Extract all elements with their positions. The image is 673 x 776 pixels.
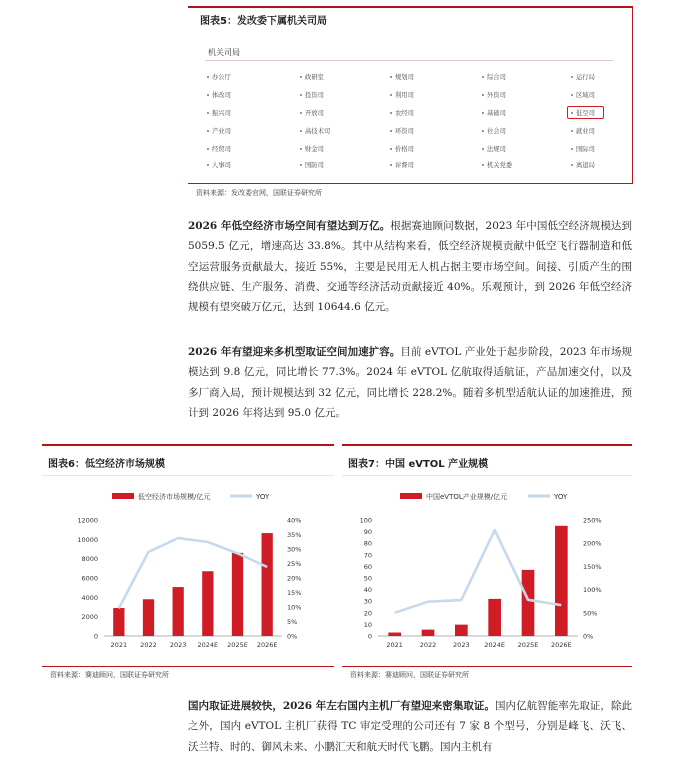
bullet-icon (390, 148, 392, 150)
chart6-title: 图表6：低空经济市场规模 (48, 459, 165, 470)
department-item (390, 160, 414, 169)
bar (202, 571, 213, 636)
legend-line-label: YOY (256, 493, 270, 501)
bullet-icon (390, 130, 392, 132)
department-item (300, 90, 324, 99)
bullet-icon (571, 148, 573, 150)
department-item (300, 126, 330, 135)
x-tick-label: 2026E (551, 641, 572, 649)
paragraph-evtol-certification (188, 342, 632, 423)
y-tick-label: 10 (363, 620, 372, 629)
chart7-source-divider (342, 666, 632, 667)
department-item (207, 108, 231, 117)
bullet-icon (482, 130, 484, 132)
bullet-icon (390, 164, 392, 166)
department-label: 法规司 (487, 146, 506, 153)
y-tick-label: 12000 (77, 516, 98, 525)
department-label: 低空司 (576, 110, 595, 117)
department-label: 运行局 (576, 74, 595, 81)
bullet-icon (300, 76, 302, 78)
department-label: 基础司 (487, 110, 506, 117)
paragraph-market-space (188, 216, 632, 317)
bar (388, 633, 401, 636)
department-item (482, 72, 506, 81)
department-item (571, 160, 595, 169)
department-label: 就业司 (576, 128, 595, 135)
y-tick-label: 4000 (81, 593, 98, 602)
bullet-icon (482, 94, 484, 96)
x-tick-label: 2023 (453, 641, 470, 649)
department-label: 产业司 (212, 128, 231, 135)
department-item (482, 126, 506, 135)
department-label: 国防司 (305, 162, 324, 169)
y2-tick-label: 20% (287, 574, 302, 583)
x-tick-label: 2024E (197, 641, 219, 649)
bullet-icon (390, 76, 392, 78)
department-item (300, 108, 324, 117)
bar (422, 630, 435, 636)
department-label: 国际司 (576, 146, 595, 153)
department-item (207, 144, 231, 153)
x-tick-label: 2026E (256, 641, 278, 649)
department-label: 振兴司 (212, 110, 231, 117)
bar (113, 608, 124, 636)
department-item (482, 90, 506, 99)
bullet-icon (207, 130, 209, 132)
chart7-title: 图表7：中国 eVTOL 产业规模 (348, 459, 489, 470)
x-tick-label: 2021 (386, 641, 403, 649)
bullet-icon (571, 164, 573, 166)
department-item (300, 72, 324, 81)
yoy-line (119, 538, 267, 608)
y2-tick-label: 50% (583, 609, 598, 618)
department-item (482, 108, 506, 117)
x-tick-label: 2025E (517, 641, 539, 649)
x-tick-label: 2024E (484, 641, 505, 649)
paragraph-lead: 国内取证进展较快，2026 年左右国内主机厂有望迎来密集取证。 (188, 700, 495, 712)
y-tick-label: 0 (93, 632, 98, 641)
chart6-source: 资料来源：赛迪顾问，国联证券研究所 (50, 671, 169, 679)
paragraph-lead: 2026 年有望迎来多机型取证空间加速扩容。 (188, 346, 401, 358)
department-label: 经贸司 (212, 146, 231, 153)
y-tick-label: 80 (363, 539, 372, 548)
department-label: 农经司 (395, 110, 414, 117)
chart6-header (42, 446, 334, 476)
bar (173, 587, 184, 636)
paragraph-lead: 2026 年低空经济市场空间有望达到万亿。 (188, 220, 391, 232)
paragraph-body: 根据赛迪顾问数据，2023 年中国低空经济规模达到 5059.5 亿元，增速高达 33.8%。其中从结构来看，低空经济规模贡献中低空飞行器制造和低空运营服务贡献最大，接近 55%，主要是民用无人机占据主要市场空间。间接、引质产生的围绕供应链、生产服务、消费、交通等经济活动贡献接近 40%。乐观预计，到 2026 年低空经济规模有望突破万亿元，达到 10644.6 亿元。 (188, 220, 632, 314)
department-item (207, 126, 231, 135)
department-item (571, 72, 595, 81)
y-tick-label: 10000 (77, 535, 98, 544)
chart6-source-divider (42, 666, 334, 667)
department-item (482, 160, 512, 169)
department-item (390, 90, 414, 99)
y2-tick-label: 15% (287, 589, 302, 597)
y2-tick-label: 150% (583, 562, 602, 571)
x-tick-label: 2021 (110, 641, 128, 649)
bar (488, 599, 501, 636)
bar (555, 526, 568, 636)
figure5-source-divider (188, 183, 632, 184)
department-label: 区域司 (576, 92, 595, 99)
x-tick-label: 2025E (227, 641, 248, 649)
department-item (207, 160, 231, 169)
bullet-icon (300, 130, 302, 132)
y2-tick-label: 0% (583, 632, 594, 641)
y-tick-label: 8000 (81, 555, 98, 564)
bar (262, 533, 273, 636)
y2-tick-label: 100% (583, 586, 602, 595)
department-item (390, 72, 414, 81)
bullet-icon (482, 76, 484, 78)
figure5-subhead-divider (205, 60, 613, 61)
legend-bar-label: 低空经济市场规模/亿元 (138, 493, 211, 501)
y-tick-label: 0 (367, 632, 372, 641)
department-label: 政研室 (305, 74, 324, 81)
department-item (207, 72, 231, 81)
paragraph-body: 目前 eVTOL 产业处于起步阶段，2023 年市场规模达到 9.8 亿元，同比增长 77.3%。2024 年 eVTOL 亿航取得适航证，产品加速交付，以及多厂商入局，预计规模达到 32 亿元，同比增长 228.2%。随着多机型适航认证的加速推进，预计到 2026 年将达到 95.0 亿元。 (188, 346, 632, 419)
y-tick-label: 20 (363, 609, 372, 618)
bullet-icon (207, 148, 209, 150)
figure5-title: 图表5：发改委下属机关司局 (200, 16, 327, 27)
bullet-icon (571, 94, 573, 96)
bar (143, 599, 154, 636)
bullet-icon (390, 112, 392, 114)
y-tick-label: 70 (363, 551, 372, 560)
department-label: 离退局 (576, 162, 595, 169)
y-tick-label: 90 (363, 528, 372, 537)
y-tick-label: 60 (363, 562, 372, 571)
department-label: 价格司 (395, 146, 414, 153)
department-label: 评督司 (395, 162, 414, 169)
y2-tick-label: 250% (583, 516, 602, 525)
department-item (390, 126, 414, 135)
department-label: 办公厅 (212, 74, 231, 81)
chart7-plot (342, 478, 632, 668)
bullet-icon (390, 94, 392, 96)
y2-tick-label: 25% (287, 560, 302, 568)
bullet-icon (300, 164, 302, 166)
x-tick-label: 2022 (419, 641, 437, 649)
bullet-icon (482, 164, 484, 166)
bar (522, 570, 535, 636)
bullet-icon (482, 112, 484, 114)
bullet-icon (207, 76, 209, 78)
yoy-line (395, 530, 562, 613)
department-label: 利用司 (395, 92, 414, 99)
y-tick-label: 40 (363, 586, 372, 595)
department-label: 规划司 (395, 74, 414, 81)
legend-bar-swatch (112, 493, 134, 499)
department-label: 外资司 (487, 92, 506, 99)
y2-tick-label: 10% (287, 603, 302, 612)
chart7-source: 资料来源：赛迪顾问，国联证券研究所 (350, 671, 469, 679)
bullet-icon (571, 76, 573, 78)
department-item (571, 90, 595, 99)
department-label: 投资司 (305, 92, 324, 99)
bullet-icon (482, 148, 484, 150)
figure5-subhead: 机关司局 (208, 48, 240, 57)
y-tick-label: 50 (363, 574, 372, 583)
department-label: 人事司 (212, 162, 231, 169)
department-label: 社会司 (487, 128, 506, 135)
department-item (390, 144, 414, 153)
paragraph-body: 国内亿航智能率先取证，除此之外，国内 eVTOL 主机厂获得 TC 审定受理的公司还有 7 家 8 个型号，分别是峰飞、沃飞、沃兰特、时的、御风未来、小鹏汇天和航天时代飞鹏。国内主机有 (188, 700, 632, 753)
chart7-box (342, 444, 632, 668)
bar (455, 625, 468, 636)
department-item (571, 144, 595, 153)
chart6-box (42, 444, 334, 668)
chart7-header (342, 446, 632, 476)
bullet-icon (571, 130, 573, 132)
bullet-icon (207, 164, 209, 166)
department-label: 体改司 (212, 92, 231, 99)
y2-tick-label: 0% (287, 632, 298, 641)
department-label: 开放司 (305, 110, 324, 117)
paragraph-domestic-certification (188, 696, 632, 757)
legend-line-label: YOY (554, 493, 568, 501)
y-tick-label: 100 (359, 516, 372, 525)
y-tick-label: 2000 (81, 613, 98, 622)
x-tick-label: 2022 (140, 641, 157, 649)
y2-tick-label: 35% (287, 531, 302, 539)
department-item (300, 144, 324, 153)
department-item (207, 90, 231, 99)
bullet-icon (571, 112, 573, 114)
y2-tick-label: 5% (287, 618, 298, 626)
department-item-highlighted (567, 106, 604, 119)
bullet-icon (207, 94, 209, 96)
department-item (300, 160, 324, 169)
y2-tick-label: 30% (287, 545, 302, 554)
legend-bar-swatch (400, 493, 422, 499)
department-label: 环资司 (395, 128, 414, 135)
y2-tick-label: 200% (583, 539, 602, 548)
department-item (482, 144, 506, 153)
y2-tick-label: 40% (287, 516, 302, 525)
y-tick-label: 6000 (81, 574, 98, 583)
figure5-source: 资料来源：发改委官网，国联证券研究所 (196, 189, 322, 197)
department-item (571, 126, 595, 135)
y-tick-label: 30 (363, 597, 372, 606)
department-label: 机关党委 (487, 162, 513, 169)
bullet-icon (207, 112, 209, 114)
bullet-icon (300, 112, 302, 114)
department-label: 综合司 (487, 74, 506, 81)
chart6-plot (42, 478, 334, 668)
department-label: 高技术司 (305, 128, 331, 135)
x-tick-label: 2023 (169, 641, 187, 649)
bar (232, 553, 243, 636)
legend-bar-label: 中国eVTOL产业规模/亿元 (426, 493, 508, 501)
department-item (390, 108, 414, 117)
department-label: 财金司 (305, 146, 324, 153)
bullet-icon (300, 148, 302, 150)
bullet-icon (300, 94, 302, 96)
